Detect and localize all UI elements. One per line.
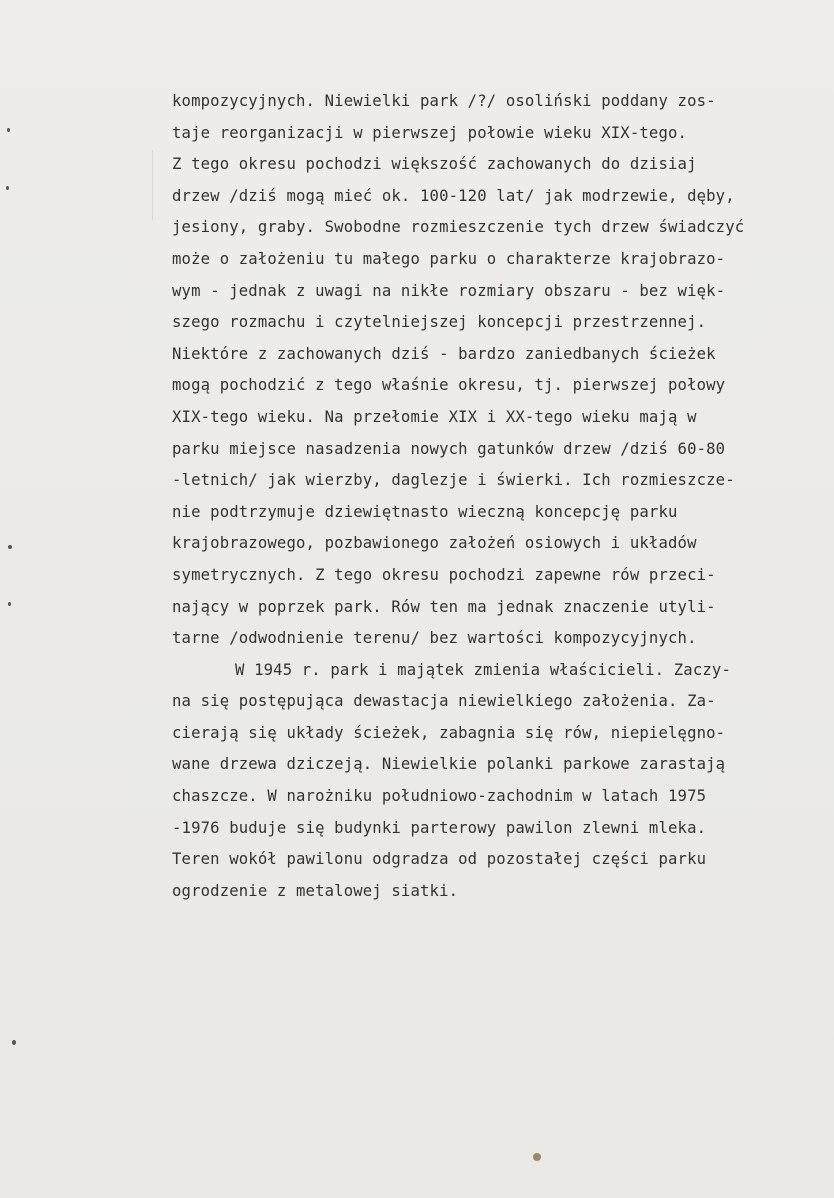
text-line: -1976 buduje się budynki parterowy pawilon zlewni mleka. (172, 818, 707, 837)
text-line: krajobrazowego, pozbawionego założeń osiowych i układów (172, 534, 697, 553)
text-line: Teren wokół pawilonu odgradza od pozostałej części parku (172, 850, 707, 869)
text-line: Z tego okresu pochodzi większość zachowanych do dzisiaj (172, 155, 697, 174)
text-line: wym - jednak z uwagi na nikłe rozmiary obszaru - bez więk- (172, 281, 726, 300)
punch-mark (7, 128, 10, 132)
text-line: wane drzewa dziczeją. Niewielkie polanki parkowe zarastają (172, 755, 726, 774)
punch-mark (8, 545, 12, 549)
text-line: nie podtrzymuje dziewiętnasto wieczną koncepcję parku (172, 502, 678, 521)
text-line: symetrycznych. Z tego okresu pochodzi zapewne rów przeci- (172, 565, 716, 584)
paper-crease (152, 150, 153, 220)
text-line: tarne /odwodnienie terenu/ bez wartości kompozycyjnych. (172, 629, 697, 648)
punch-mark (6, 186, 9, 190)
text-line: kompozycyjnych. Niewielki park /?/ osoliński poddany zos- (172, 92, 716, 110)
text-line: może o założeniu tu małego parku o charakterze krajobrazo- (172, 249, 726, 268)
text-line: na się postępująca dewastacja niewielkiego założenia. Za- (172, 692, 716, 711)
text-line: mogą pochodzić z tego właśnie okresu, tj. pierwszej połowy (172, 376, 726, 395)
text-line: W 1945 r. park i majątek zmienia właścicieli. Zaczy- (235, 660, 731, 679)
text-line: chaszcze. W narożniku południowo-zachodnim w latach 1975 (172, 787, 707, 806)
punch-mark (12, 1040, 16, 1045)
text-line: taje reorganizacji w pierwszej połowie wieku XIX-tego. (172, 123, 688, 142)
text-line: szego rozmachu i czytelniejszej koncepcji przestrzennej. (172, 313, 707, 332)
text-line: XIX-tego wieku. Na przełomie XIX i XX-tego wieku mają w (172, 407, 697, 426)
typed-text-block (172, 86, 812, 907)
text-line: parku miejsce nasadzenia nowych gatunków drzew /dziś 60-80 (172, 439, 726, 458)
text-line: jesiony, graby. Swobodne rozmieszczenie tych drzew świadczyć (172, 218, 745, 237)
punch-mark (8, 602, 11, 606)
text-line: cierają się układy ścieżek, zabagnia się rów, niepielęgno- (172, 723, 726, 742)
text-line: nający w poprzek park. Rów ten ma jednak znaczenie utyli- (172, 597, 716, 616)
text-line: drzew /dziś mogą mieć ok. 100-120 lat/ jak modrzewie, dęby, (172, 186, 735, 205)
text-line: Niektóre z zachowanych dziś - bardzo zaniedbanych ścieżek (172, 344, 716, 363)
text-line: ogrodzenie z metalowej siatki. (172, 881, 459, 900)
text-line: -letnich/ jak wierzby, daglezje i świerki. Ich rozmieszcze- (172, 471, 735, 490)
ink-stain (533, 1153, 541, 1161)
